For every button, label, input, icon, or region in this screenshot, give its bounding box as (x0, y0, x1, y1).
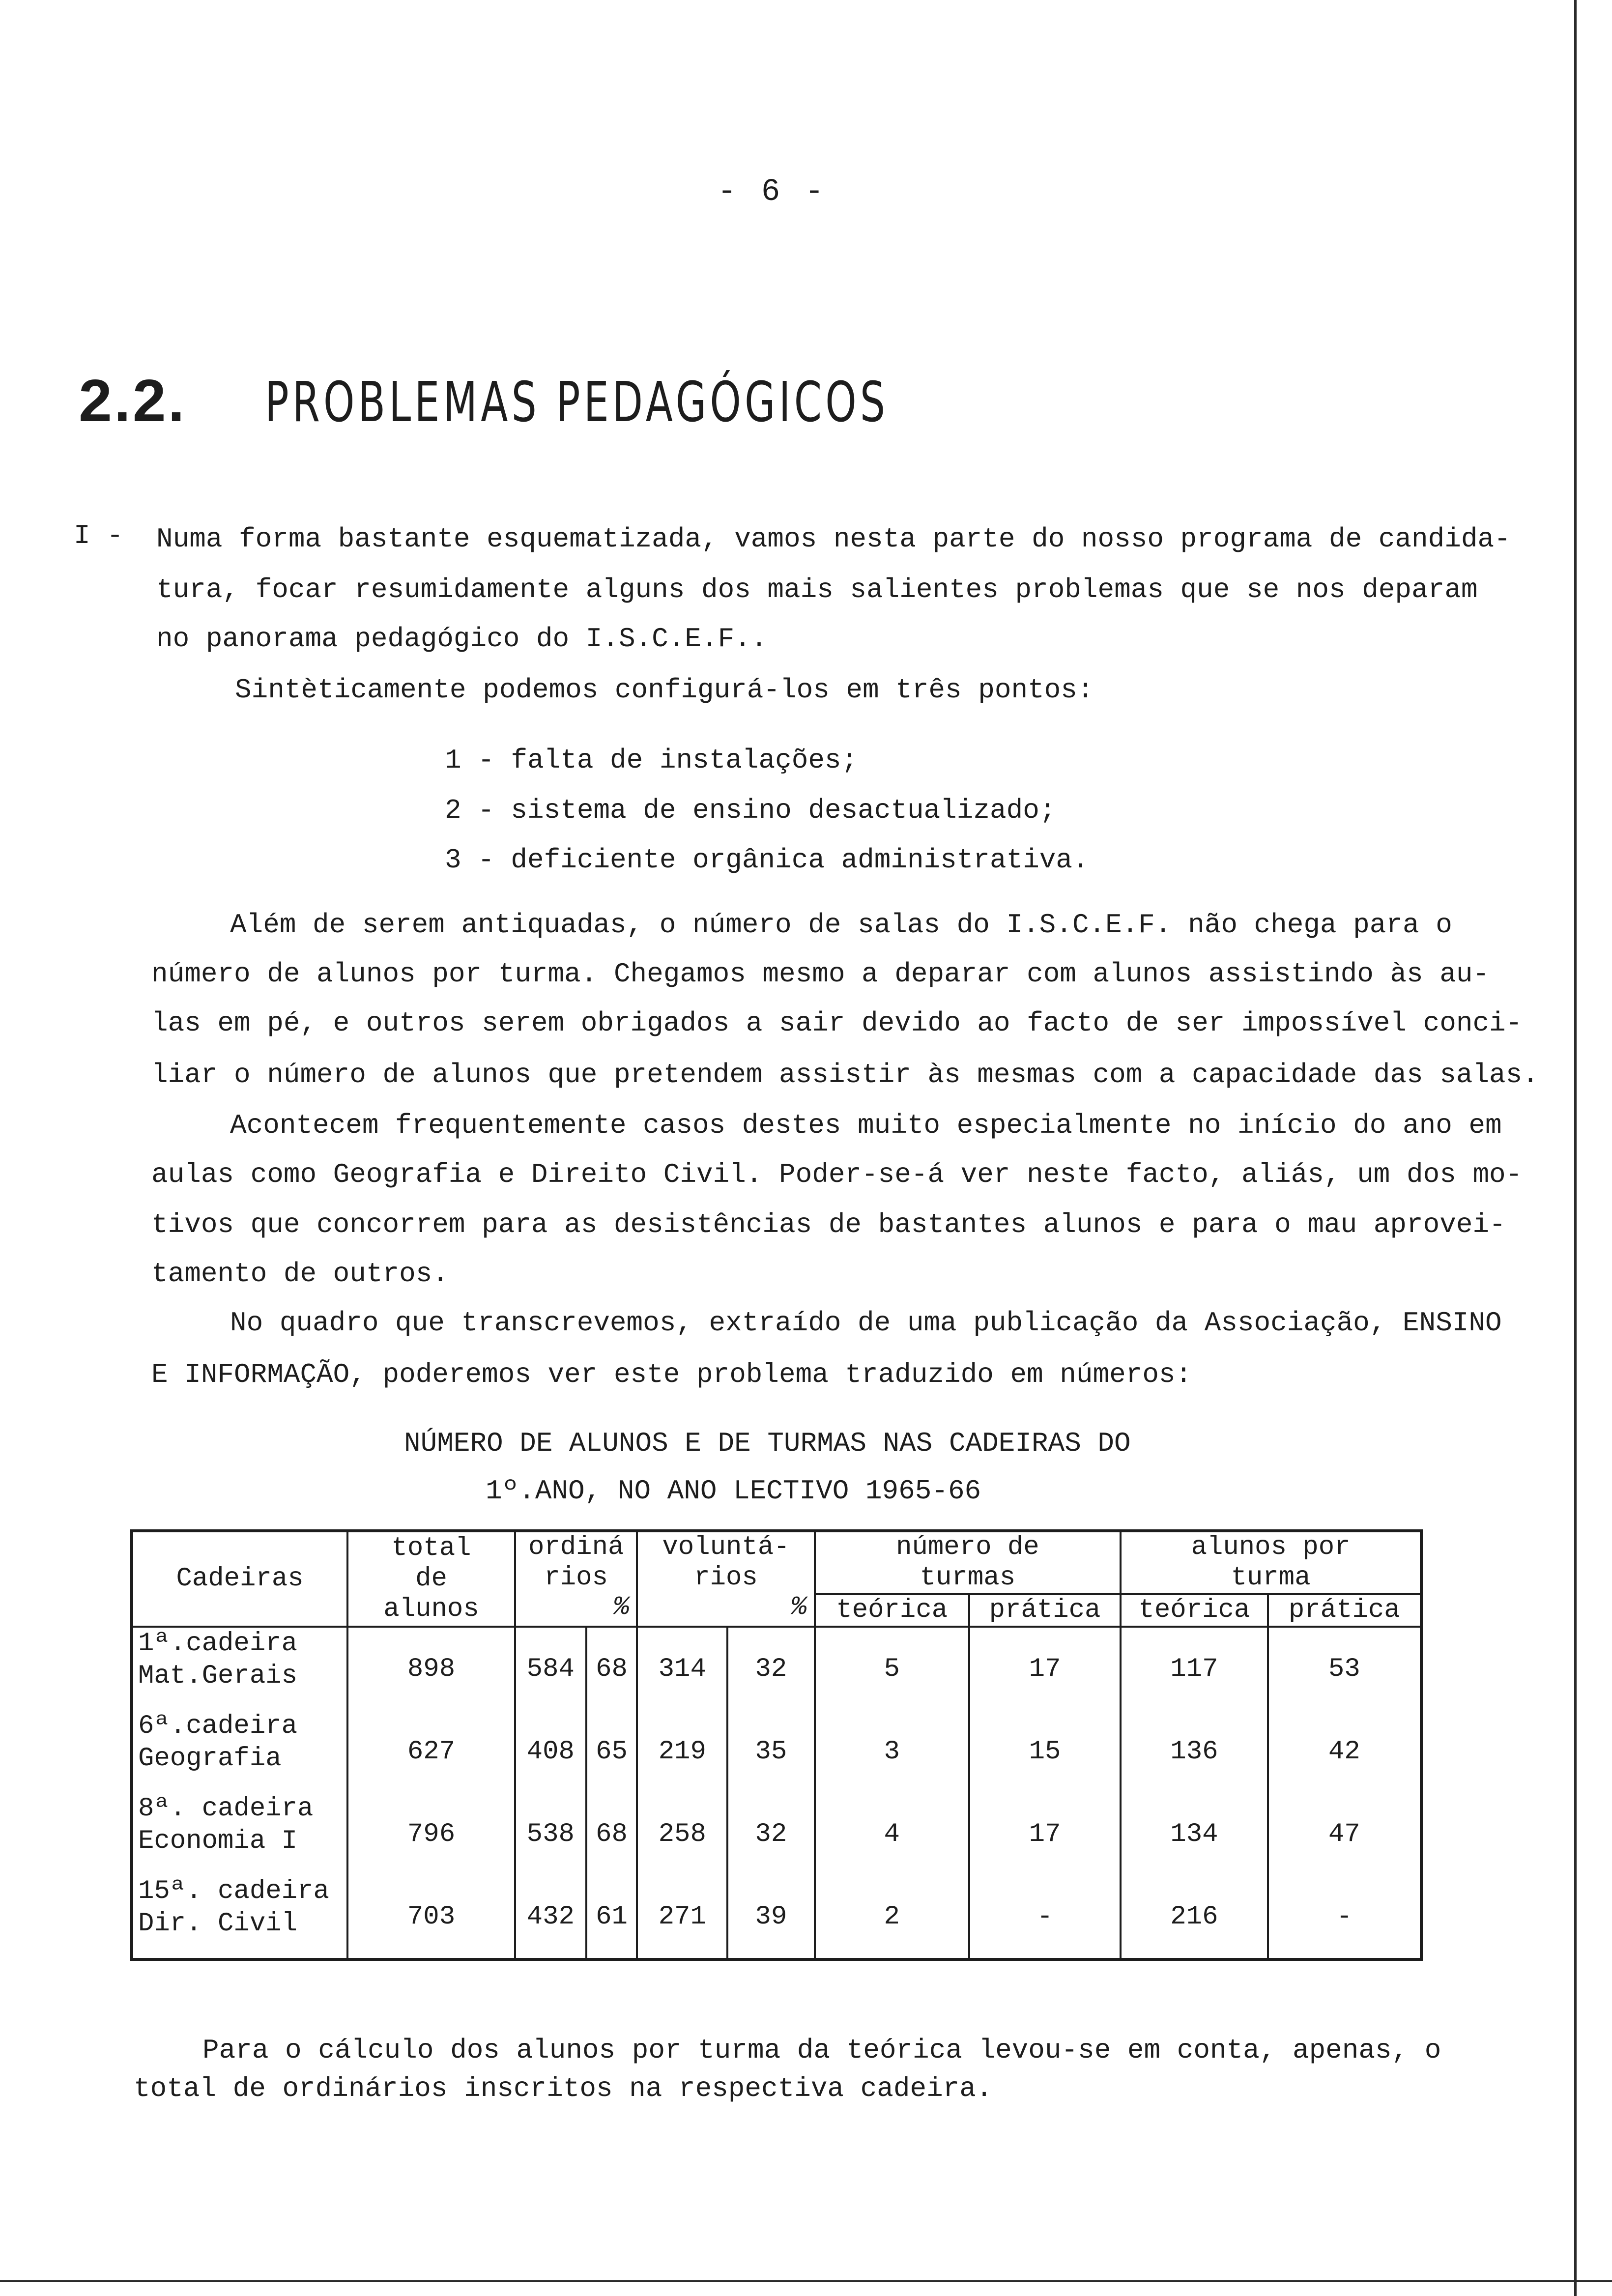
header-turmas-teorica: teórica (815, 1594, 969, 1627)
paragraph-line: no panorama pedagógico do I.S.C.E.F.. (156, 623, 768, 655)
cell-turmas-pratica: 17 (969, 1627, 1121, 1710)
header-cadeiras: Cadeiras (132, 1531, 347, 1627)
paragraph-line: tivos que concorrem para as desistências de bastantes alunos e para o mau aprovei- (151, 1209, 1506, 1240)
cell-turmas-pratica: - (969, 1875, 1121, 1959)
paragraph-line: las em pé, e outros serem obrigados a sair devido ao facto de ser impossível conci- (151, 1007, 1523, 1039)
cell-vol-pct: 35 (727, 1710, 815, 1793)
cell-vol: 258 (637, 1793, 727, 1875)
cell-alunos-teorica: 117 (1121, 1627, 1267, 1710)
list-item: 3 - deficiente orgânica administrativa. (445, 844, 1089, 876)
section-heading (79, 366, 1131, 435)
section-marker: I - (74, 520, 123, 551)
page-bottom-line (0, 2280, 1612, 2282)
cell-vol: 271 (637, 1875, 727, 1959)
cell-total: 627 (347, 1710, 515, 1793)
cell-ord: 432 (515, 1875, 586, 1959)
paragraph-line: tura, focar resumidamente alguns dos mais salientes problemas que se nos deparam (156, 574, 1478, 605)
table-subtitle: 1º.ANO, NO ANO LECTIVO 1965-66 (486, 1475, 981, 1507)
table-row (132, 1875, 1421, 1959)
header-alunos-teorica: teórica (1121, 1594, 1267, 1627)
cell-total: 898 (347, 1627, 515, 1710)
page-number: - 6 - (718, 174, 827, 210)
table-row (132, 1793, 1421, 1875)
cell-turmas-teorica: 2 (815, 1875, 969, 1959)
cell-vol-pct: 32 (727, 1793, 815, 1875)
table-row (132, 1710, 1421, 1793)
cell-turmas-teorica: 5 (815, 1627, 969, 1710)
paragraph-line: aulas como Geografia e Direito Civil. Poder-se-á ver neste facto, aliás, um dos mo- (151, 1159, 1523, 1190)
paragraph-line: número de alunos por turma. Chegamos mesmo a deparar com alunos assistindo às au- (151, 958, 1490, 990)
statistics-table (130, 1529, 1423, 1961)
list-item: 2 - sistema de ensino desactualizado; (445, 795, 1056, 826)
cell-alunos-pratica: 47 (1268, 1793, 1421, 1875)
subject-cell: 8ª. cadeira Economia I (132, 1793, 347, 1875)
cell-total: 796 (347, 1793, 515, 1875)
header-ordinarios: ordiná rios % (515, 1531, 637, 1627)
percent-sign: % (613, 1592, 630, 1622)
cell-ord-pct: 68 (586, 1793, 637, 1875)
cell-vol-pct: 32 (727, 1627, 815, 1710)
cell-turmas-pratica: 17 (969, 1793, 1121, 1875)
cell-ord: 584 (515, 1627, 586, 1710)
cell-vol: 219 (637, 1710, 727, 1793)
cell-turmas-pratica: 15 (969, 1710, 1121, 1793)
section-number: 2.2. (79, 367, 187, 434)
cell-ord-pct: 68 (586, 1627, 637, 1710)
cell-alunos-teorica: 216 (1121, 1875, 1267, 1959)
page-edge-line (1574, 0, 1577, 2296)
list-item: 1 - falta de instalações; (445, 745, 858, 776)
percent-sign: % (791, 1592, 807, 1622)
cell-alunos-pratica: - (1268, 1875, 1421, 1959)
subject-cell: 6ª.cadeira Geografia (132, 1710, 347, 1793)
header-alunos-pratica: prática (1268, 1594, 1421, 1627)
cell-ord: 538 (515, 1793, 586, 1875)
cell-ord-pct: 61 (586, 1875, 637, 1959)
cell-total: 703 (347, 1875, 515, 1959)
footnote-line: Para o cálculo dos alunos por turma da teórica levou-se em conta, apenas, o (202, 2035, 1441, 2066)
paragraph-line: E INFORMAÇÃO, poderemos ver este problema traduzido em números: (151, 1359, 1192, 1390)
header-total: total de alunos (347, 1531, 515, 1627)
cell-vol: 314 (637, 1627, 727, 1710)
footnote-line: total de ordinários inscritos na respectiva cadeira. (134, 2073, 993, 2104)
header-numero-turmas: número de turmas (815, 1531, 1121, 1594)
paragraph-line: liar o número de alunos que pretendem assistir às mesmas com a capacidade das salas. (151, 1059, 1539, 1091)
cell-vol-pct: 39 (727, 1875, 815, 1959)
header-alunos-por-turma: alunos por turma (1121, 1531, 1421, 1594)
cell-alunos-teorica: 136 (1121, 1710, 1267, 1793)
cell-alunos-pratica: 42 (1268, 1710, 1421, 1793)
paragraph-line: No quadro que transcrevemos, extraído de uma publicação da Associação, ENSINO (230, 1307, 1502, 1339)
paragraph-line: Além de serem antiquadas, o número de salas do I.S.C.E.F. não chega para o (230, 909, 1452, 941)
header-turmas-pratica: prática (969, 1594, 1121, 1627)
cell-ord: 408 (515, 1710, 586, 1793)
table-title: NÚMERO DE ALUNOS E DE TURMAS NAS CADEIRAS DO (404, 1428, 1131, 1459)
cell-turmas-teorica: 3 (815, 1710, 969, 1793)
paragraph-line: Numa forma bastante esquematizada, vamos nesta parte do nosso programa de candida- (156, 523, 1511, 555)
paragraph-line: Sintèticamente podemos configurá-los em três pontos: (235, 674, 1094, 706)
subject-cell: 15ª. cadeira Dir. Civil (132, 1875, 347, 1959)
paragraph-line: Acontecem frequentemente casos destes muito especialmente no início do ano em (230, 1110, 1502, 1141)
paragraph-line: tamento de outros. (151, 1258, 449, 1290)
header-voluntarios: voluntá- rios % (637, 1531, 814, 1627)
cell-ord-pct: 65 (586, 1710, 637, 1793)
subject-cell: 1ª.cadeira Mat.Gerais (132, 1627, 347, 1710)
cell-alunos-teorica: 134 (1121, 1793, 1267, 1875)
cell-alunos-pratica: 53 (1268, 1627, 1421, 1710)
cell-turmas-teorica: 4 (815, 1793, 969, 1875)
section-title: PROBLEMAS PEDAGÓGICOS (265, 371, 889, 434)
table-row (132, 1627, 1421, 1710)
